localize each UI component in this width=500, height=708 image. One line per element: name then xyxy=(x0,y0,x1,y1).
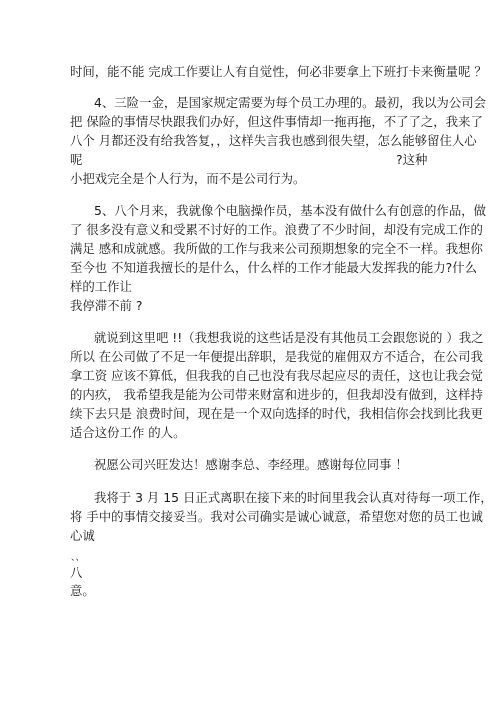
text-line: 的内疚， 我希望我是能为公司带来财富和进步的，但我却没有做到，这样持 xyxy=(70,387,483,402)
text-line: 所以 在公司做了不足一年便提出辞职，是我觉的雇佣双方不适合，在公司我 xyxy=(70,349,483,364)
text-line: 心诚 xyxy=(70,528,95,543)
text-line: 适合这份工作 的人。 xyxy=(70,425,186,440)
text-line: 祝愿公司兴旺发达！感谢李总、李经理。感谢每位同事 ！ xyxy=(94,457,408,472)
text-line: 把 保险的事情尽快跟我们办好，但这件事情却一拖再拖，不了了之，我来了 xyxy=(70,114,483,129)
text-line: 意。 xyxy=(70,583,95,598)
text-line: 时间，能不能 完成工作要让人有自觉性，何必非要拿上下班打卡来衡量呢 ？ xyxy=(70,64,487,79)
text-line: ?这种 xyxy=(396,152,428,167)
text-line: 满足 感和成就感。我所做的工作与我来公司预期想象的完全不一样。我想你 xyxy=(70,241,483,256)
text-line: 4、三险一金，是国家规定需要为每个员工办理的。最初，我以为公司会 xyxy=(94,95,486,110)
text-line: 八 xyxy=(70,565,83,580)
text-line: 续下去只是 浪费时间，现在是一个双向选择的时代，我相信你会找到比我更 xyxy=(70,406,483,421)
text-line: 我停滞不前 ? xyxy=(70,298,143,313)
text-line: 将 手中的事情交接妥当。我对公司确实是诚心诚意，希望您对您的员工也诚 xyxy=(70,509,483,524)
text-line: 至今也 不知道我擅长的是什么，什么样的工作才能最大发挥我的能力?什么 xyxy=(70,260,478,275)
text-line: 了 很多没有意义和受累不讨好的工作。浪费了不少时间，却没有完成工作的 xyxy=(70,222,483,237)
text-line: 拿工资 应该不算低，但我我的自己也没有我尽起应尽的责任，这也让我会觉 xyxy=(70,368,483,383)
text-line: 、、 xyxy=(71,553,85,563)
text-line: 我将于 3 月 15 日正式离职在接下来的时间里我会认真对待每一项工作， xyxy=(94,490,493,505)
text-line: 呢 xyxy=(70,152,83,167)
text-line: 就说到这里吧 !!（我想我说的这些话是没有其他员工会跟您说的 ）我之 xyxy=(94,330,484,345)
text-line: 八个 月都还没有给我答复，，这样失言我也感到很失望，怎么能够留住人心 xyxy=(70,133,477,148)
text-line: 小把戏完全是个人行为，而不是公司行为。 xyxy=(70,171,306,186)
text-line: 样的工作让 xyxy=(70,279,132,294)
text-line: 5、八个月来，我就像个电脑操作员，基本没有做什么有创意的作品，做 xyxy=(94,203,486,218)
